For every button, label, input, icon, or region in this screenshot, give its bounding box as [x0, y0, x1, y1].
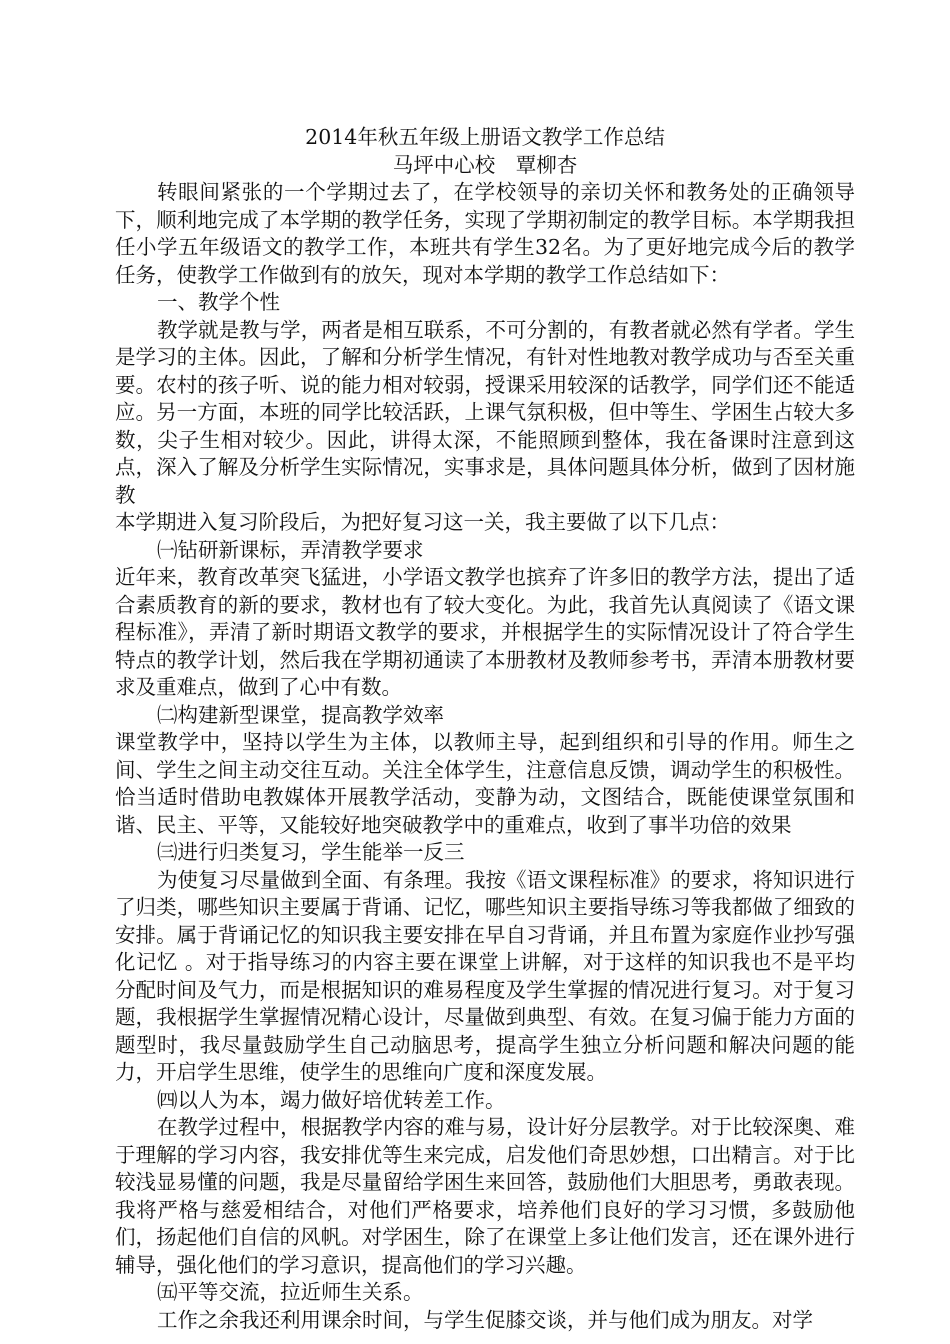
- point-paragraph-2: 课堂教学中，坚持以学生为主体，以教师主导，起到组织和引导的作用。师生之间、学生之间主动交往互动。关注全体学生，注意信息反馈，调动学生的积极性。恰当适时借助电教媒体开展教学活动，变静为动，文图结合，既能使课堂氛围和谐、民主、平等，又能较好地突破教学中的重难点，收到了事半功倍的效果: [115, 730, 855, 837]
- document-title: 2014年秋五年级上册语文教学工作总结: [305, 125, 665, 149]
- point-heading-3: ㈢进行归类复习，学生能举一反三: [157, 840, 465, 864]
- point-paragraph-3: 为使复习尽量做到全面、有条理。我按《语文课程标准》的要求，将知识进行了归类，哪些知识主要属于背诵、记忆，哪些知识主要指导练习等我都做了细致的安排。属于背诵记忆的知识我主要安排在早自习背诵，并且布置为家庭作业抄写强化记忆 。对于指导练习的内容主要在课堂上讲解，对于这样的知识我也不是平均分配时间及气力，而是根据知识的难易程度及学生掌握的情况进行复习。对于复习题，我根据学生掌握情况精心设计，尽量做到典型、有效。在复习偏于能力方面的题型时，我尽量鼓励学生自己动脑思考，提高学生独立分析问题和解决问题的能力，开启学生思维，使学生的思维向广度和深度发展。: [115, 867, 855, 1084]
- point-paragraph-5: 工作之余我还利用课余时间，与学生促膝交谈，并与他们成为朋友。对学: [157, 1307, 813, 1332]
- intro-paragraph: 转眼间紧张的一个学期过去了，在学校领导的亲切关怀和教务处的正确领导下，顺利地完成了本学期的教学任务，实现了学期初制定的教学目标。本学期我担任小学五年级语文的教学工作，本班共有学生32名。为了更好地完成今后的教学任务，使教学工作做到有的放矢，现对本学期的教学工作总结如下：: [115, 180, 855, 287]
- document-author: 马坪中心校 覃柳杏: [392, 152, 578, 177]
- review-intro-paragraph: 本学期进入复习阶段后，为把好复习这一关，我主要做了以下几点：: [115, 510, 730, 534]
- section-heading-teaching: 一、教学个性: [157, 290, 280, 314]
- document-page: [115, 124, 855, 1334]
- point-heading-2: ㈡构建新型课堂，提高教学效率: [157, 702, 444, 727]
- point-heading-5: ㈤平等交流，拉近师生关系。: [157, 1280, 424, 1304]
- point-paragraph-1: 近年来，教育改革突飞猛进，小学语文教学也摈弃了许多旧的教学方法，提出了适合素质教育的新的要求，教材也有了较大变化。为此，我首先认真阅读了《语文课程标准》，弄清了新时期语文教学的要求，并根据学生的实际情况设计了符合学生特点的教学计划，然后我在学期初通读了本册教材及教师参考书，弄清本册教材要求及重难点，做到了心中有数。: [115, 565, 855, 699]
- point-heading-4: ㈣以人为本，竭力做好培优转差工作。: [157, 1087, 506, 1112]
- point-heading-1: ㈠钻研新课标，弄清教学要求: [157, 537, 424, 562]
- section-paragraph-teaching: 教学就是教与学，两者是相互联系，不可分割的，有教者就必然有学者。学生是学习的主体。因此，了解和分析学生情况，有针对性地教对教学成功与否至关重要。农村的孩子听、说的能力相对较弱，授课采用较深的话教学，同学们还不能适应。另一方面，本班的同学比较活跃，上课气氛积极，但中等生、学困生占较大多数，尖子生相对较少。因此，讲得太深，不能照顾到整体，我在备课时注意到这点，深入了解及分析学生实际情况，实事求是，具体问题具体分析，做到了因材施教: [115, 317, 855, 507]
- point-paragraph-4: 在教学过程中，根据教学内容的难与易，设计好分层教学。对于比较深奥、难于理解的学习内容，我安排优等生来完成，启发他们奇思妙想，口出精言。对于比较浅显易懂的问题，我是尽量留给学困生来回答，鼓励他们大胆思考，勇敢表现。我将严格与慈爱相结合，对他们严格要求，培养他们良好的学习习惯，多鼓励他们，扬起他们自信的风帆。对学困生，除了在课堂上多让他们发言，还在课外进行辅导，强化他们的学习意识，提高他们的学习兴趣。: [115, 1115, 855, 1277]
